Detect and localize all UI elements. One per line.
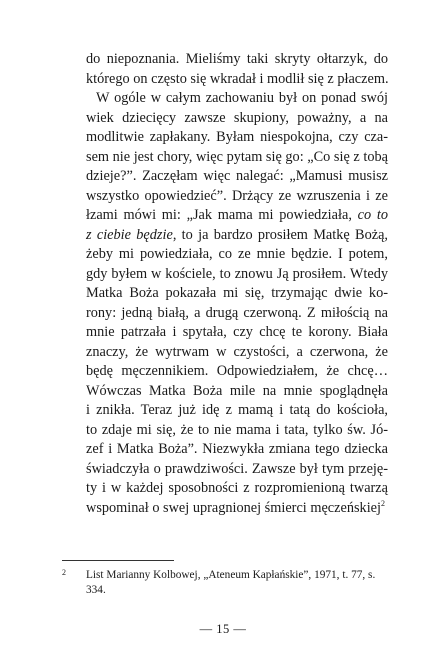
text-line: [86, 187, 388, 207]
footnote-reference: 2: [381, 498, 385, 508]
text-segment: znaczy, że wytrwam w czystości, a czerwona, że: [86, 343, 388, 360]
text-line: [86, 89, 388, 109]
text-line: [86, 265, 388, 285]
text-line: [86, 362, 388, 382]
text-line: [86, 421, 388, 441]
text-line: [86, 401, 388, 421]
page-number: — 15 —: [199, 622, 247, 636]
text-line: [86, 167, 388, 187]
text-line: [86, 499, 388, 519]
text-segment: ty i w każdej sposobności z rozpromienioną twarzą: [86, 480, 388, 496]
text-segment: mnie patrzała i spytała, czy chcę te korony. Biała: [86, 324, 388, 340]
text-line: [86, 206, 388, 226]
text-segment: wiek dziecięcy zawsze skupiony, poważny, a na: [86, 109, 388, 126]
text-line: [86, 148, 388, 168]
text-segment: do niepoznania. Mieliśmy taki skryty ołtarzyk, do: [86, 51, 388, 67]
text-segment: wspominał o swej upragnionej śmierci męczeńskiej: [86, 499, 381, 516]
text-line: [86, 440, 388, 460]
footnote-number: 2: [62, 568, 66, 577]
text-segment: sem nie jest chory, więc pytam się go: „Co się z tobą: [86, 148, 388, 165]
text-line: [86, 323, 388, 343]
text-segment: będę męczennikiem. Odpowiedziałem, że chcę…: [86, 363, 388, 379]
text-segment: Matka Boża pokazała mi się, trzymając dwie ko-: [86, 285, 388, 301]
body-text: [86, 50, 388, 518]
text-line: [86, 343, 388, 363]
italic-text: z ciebie będzie: [86, 226, 173, 243]
text-segment: to zdaje mi się, że to nie mama i tata, tylko św. Jó-: [86, 421, 388, 438]
text-segment: dzieje?”. Zaczęłam więc nalegać: „Mamusi musisz: [86, 168, 388, 184]
text-segment: Wówczas Matka Boża mile na mnie spoglądnęła: [86, 382, 388, 399]
text-line: [86, 460, 388, 480]
text-segment: i znikła. Teraz już idę z mamą i tatą do kościoła,: [86, 402, 388, 418]
text-line: [86, 382, 388, 402]
text-line: [86, 304, 388, 324]
footnote-divider: [62, 560, 174, 561]
text-line: [86, 284, 388, 304]
text-segment: rony: jedną białą, a drugą czerwoną. Z miłością na: [86, 304, 388, 321]
text-segment: modlitwie zapłakany. Byłam niespokojna, czy cza-: [86, 129, 388, 145]
text-segment: gdy byłem w kościele, to znowu Ją prosiłem. Wtedy: [86, 265, 388, 282]
text-segment: łzami mówi mi: „Jak mama mi powiedziała,: [86, 207, 358, 223]
text-segment: świadczyła o prawdziwości. Zawsze był tym przeję-: [86, 460, 388, 477]
text-line: [86, 128, 388, 148]
text-line: [86, 479, 388, 499]
footnote: [62, 568, 392, 598]
text-segment: żeby mi powiedziała, co ze mnie będzie. I potem,: [86, 246, 388, 262]
text-segment: którego on często się wkradał i modlił się z płaczem.: [86, 70, 389, 87]
text-line: [86, 226, 388, 246]
text-segment: wszystko opowiedzieć”. Drżący ze wzruszenia i ze: [86, 187, 388, 204]
text-segment: W ogóle w całym zachowaniu był on ponad swój: [96, 90, 388, 106]
text-line: [86, 70, 388, 90]
text-segment: , to ja bardzo prosiłem Matkę Bożą,: [172, 226, 388, 243]
footnote-text: List Marianny Kolbowej, „Ateneum Kapłańskie”, 1971, t. 77, s. 334.: [86, 569, 376, 596]
text-line: [86, 109, 388, 129]
text-segment: zef i Matka Boża”. Niezwykła zmiana tego dziecka: [86, 441, 388, 457]
text-line: [86, 245, 388, 265]
italic-text: co to: [357, 207, 388, 223]
text-line: [86, 50, 388, 70]
